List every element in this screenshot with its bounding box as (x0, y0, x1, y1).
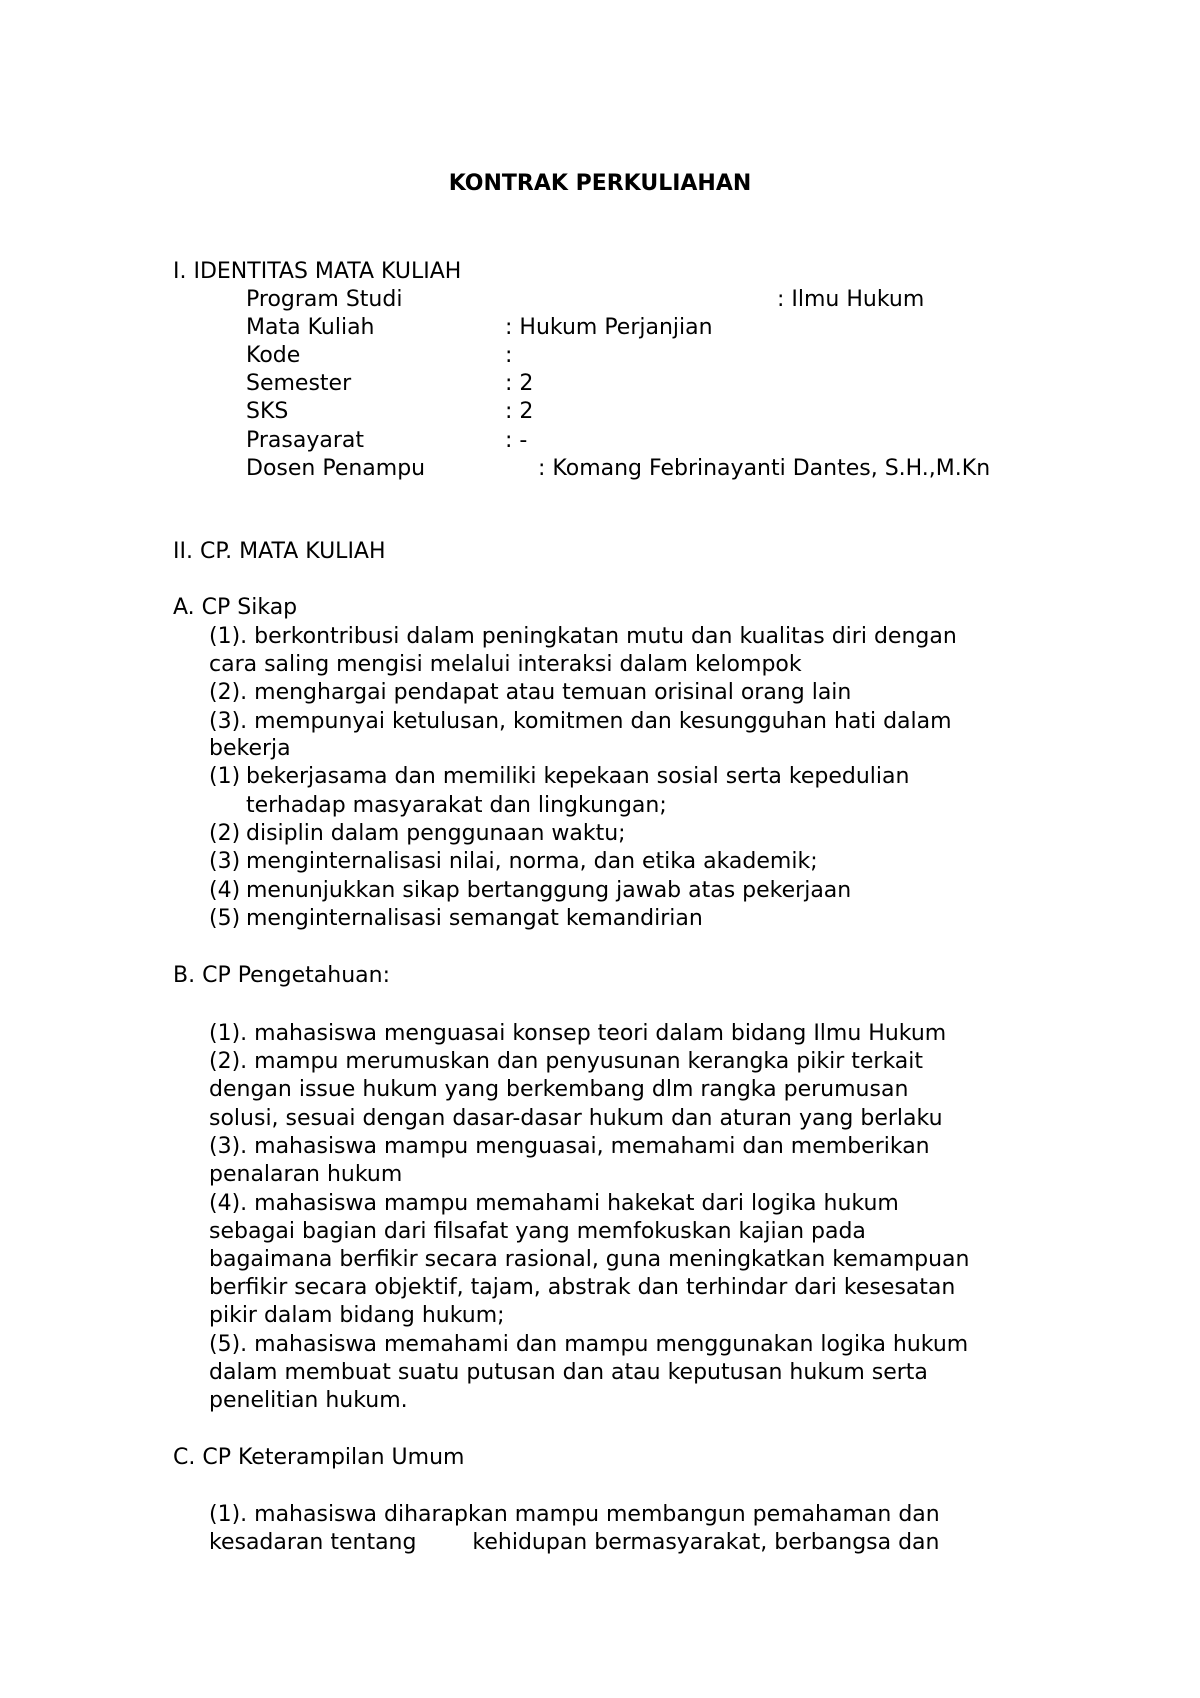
section-identitas-heading: I. IDENTITAS MATA KULIAH (173, 259, 462, 284)
sikap-item-text: terhadap masyarakat dan lingkungan; (246, 793, 667, 818)
field-label-dosen-penampu: Dosen Penampu (246, 456, 426, 481)
cp-sikap-heading: A. CP Sikap (173, 595, 298, 620)
field-label-prasayarat: Prasayarat (246, 428, 365, 453)
sikap-item-number: (4) (209, 878, 241, 903)
field-label-program-studi: Program Studi (246, 287, 403, 312)
field-value-mata-kuliah: : Hukum Perjanjian (505, 315, 713, 340)
pengetahuan-line: pikir dalam bidang hukum; (209, 1303, 505, 1328)
field-value-sks: : 2 (505, 399, 534, 424)
sikap-item-text: bekerjasama dan memiliki kepekaan sosial serta kepedulian (246, 764, 910, 789)
sikap-item-number: (3) (209, 849, 241, 874)
field-value-kode: : (505, 343, 513, 368)
field-value-program-studi: : Ilmu Hukum (777, 287, 925, 312)
sikap-item-text: menginternalisasi nilai, norma, dan etika akademik; (246, 849, 818, 874)
document-title: KONTRAK PERKULIAHAN (448, 171, 752, 196)
sikap-item-number: (2) (209, 821, 241, 846)
sikap-line: bekerja (209, 736, 291, 761)
pengetahuan-line: penelitian hukum. (209, 1388, 408, 1413)
cp-pengetahuan-heading: B. CP Pengetahuan: (173, 963, 390, 988)
field-value-prasayarat: : - (505, 428, 528, 453)
pengetahuan-line: dalam membuat suatu putusan dan atau keputusan hukum serta (209, 1360, 928, 1385)
field-label-kode: Kode (246, 343, 301, 368)
keterampilan-line: (1). mahasiswa diharapkan mampu membangun pemahaman dan (209, 1502, 940, 1527)
sikap-item-number: (1) (209, 764, 241, 789)
pengetahuan-line: berfikir secara objektif, tajam, abstrak dan terhindar dari kesesatan (209, 1275, 956, 1300)
field-label-semester: Semester (246, 371, 352, 396)
sikap-line: (3). mempunyai ketulusan, komitmen dan kesungguhan hati dalam (209, 709, 952, 734)
sikap-item-text: menunjukkan sikap bertanggung jawab atas pekerjaan (246, 878, 852, 903)
section-cp-heading: II. CP. MATA KULIAH (173, 539, 386, 564)
sikap-item-text: disiplin dalam penggunaan waktu; (246, 821, 626, 846)
sikap-item-number: (5) (209, 906, 241, 931)
pengetahuan-line: (1). mahasiswa menguasai konsep teori dalam bidang Ilmu Hukum (209, 1021, 947, 1046)
pengetahuan-line: solusi, sesuai dengan dasar-dasar hukum dan aturan yang berlaku (209, 1106, 943, 1131)
cp-keterampilan-heading: C. CP Keterampilan Umum (173, 1445, 465, 1470)
sikap-line: (1). berkontribusi dalam peningkatan mutu dan kualitas diri dengan (209, 624, 957, 649)
pengetahuan-line: (5). mahasiswa memahami dan mampu menggunakan logika hukum (209, 1332, 969, 1357)
pengetahuan-line: (3). mahasiswa mampu menguasai, memahami dan memberikan (209, 1134, 930, 1159)
sikap-line: (2). menghargai pendapat atau temuan orisinal orang lain (209, 680, 852, 705)
field-label-mata-kuliah: Mata Kuliah (246, 315, 375, 340)
sikap-line: cara saling mengisi melalui interaksi dalam kelompok (209, 652, 802, 677)
field-value-dosen-penampu: : Komang Febrinayanti Dantes, S.H.,M.Kn (538, 456, 991, 481)
field-label-sks: SKS (246, 399, 289, 424)
field-value-semester: : 2 (505, 371, 534, 396)
pengetahuan-line: penalaran hukum (209, 1162, 403, 1187)
pengetahuan-line: sebagai bagian dari filsafat yang memfokuskan kajian pada (209, 1219, 866, 1244)
keterampilan-line: kesadaran tentang kehidupan bermasyarakat, berbangsa dan (209, 1530, 940, 1555)
sikap-item-text: menginternalisasi semangat kemandirian (246, 906, 703, 931)
pengetahuan-line: (2). mampu merumuskan dan penyusunan kerangka pikir terkait (209, 1049, 924, 1074)
pengetahuan-line: bagaimana berfikir secara rasional, guna meningkatkan kemampuan (209, 1247, 970, 1272)
pengetahuan-line: dengan issue hukum yang berkembang dlm rangka perumusan (209, 1077, 909, 1102)
pengetahuan-line: (4). mahasiswa mampu memahami hakekat dari logika hukum (209, 1191, 899, 1216)
